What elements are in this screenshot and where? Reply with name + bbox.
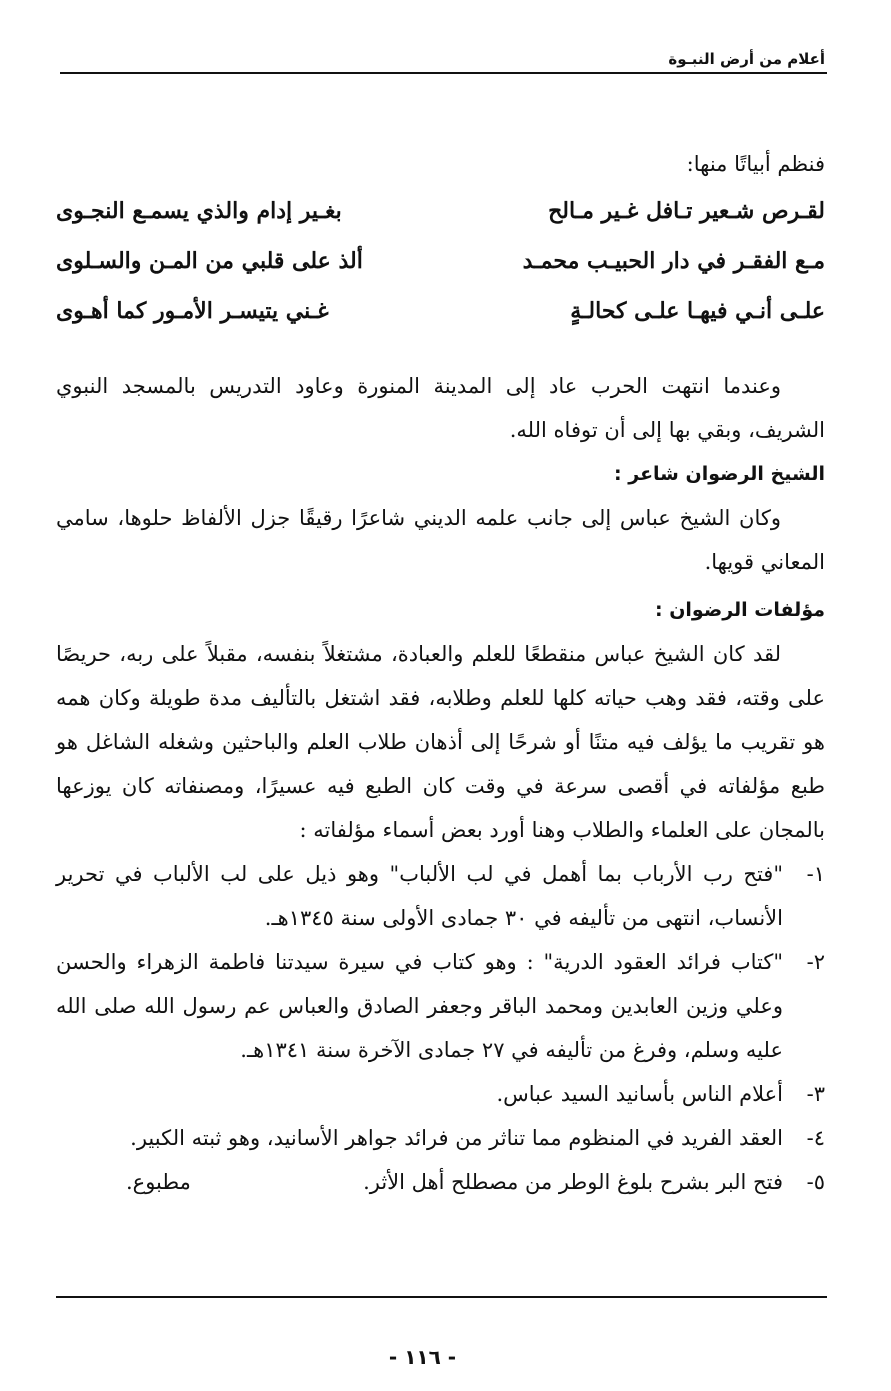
- paragraph-return-to-medina: وعندما انتهت الحرب عاد إلى المدينة المنورة وعاود التدريس بالمسجد النبوي الشريف، وبقي بها إلى أن توفاه الله.: [56, 374, 825, 442]
- verse-second-hemistich: ألذ على قلبي من المـن والسـلوى: [56, 248, 363, 274]
- verse-second-hemistich: غـني يتيسـر الأمـور كما أهـوى: [56, 298, 329, 324]
- list-item: [56, 1160, 825, 1204]
- list-item-number: ١-: [806, 862, 825, 886]
- paragraph-poet: وكان الشيخ عباس إلى جانب علمه الديني شاعرًا رقيقًا جزل الألفاظ حلوها، سامي المعاني قويها.: [56, 506, 825, 574]
- section-heading-poet: الشيخ الرضوان شاعر :: [614, 463, 825, 485]
- poem: [56, 186, 825, 336]
- works-list: [56, 852, 825, 1204]
- poem-intro: فنظم أبياتًا منها:: [686, 152, 825, 176]
- list-item: [56, 852, 825, 940]
- verse-first-hemistich: لقـرص شـعير تـافل غـير مـالح: [548, 198, 825, 224]
- poem-verse: [56, 236, 825, 286]
- list-item-text: "كتاب فرائد العقود الدرية" : وهو كتاب في سيرة سيدتنا فاطمة الزهراء والحسن وعلي وزين العابدين ومحمد الباقر وجعفر الصادق والعباس عم رسول الله صلى الله عليه وسلم، وفرغ من تأليفه في ٢٧ جمادى الآخرة سنة ١٣٤١هـ.: [56, 950, 783, 1062]
- list-item: [56, 1116, 825, 1160]
- list-item-text: "فتح رب الأرباب بما أهمل في لب الألباب" وهو ذيل على لب الألباب في تحرير الأنساب، انتهى من تأليفه في ٣٠ جمادى الأولى سنة ١٣٤٥هـ.: [56, 862, 783, 930]
- list-item-number: ٣-: [806, 1082, 825, 1106]
- verse-first-hemistich: علـى أنـي فيهـا علـى كحالـةٍ: [570, 298, 825, 324]
- verse-second-hemistich: بغـير إدام والذي يسمـع النجـوى: [56, 198, 342, 224]
- list-item: [56, 1072, 825, 1116]
- paragraph-works: لقد كان الشيخ عباس منقطعًا للعلم والعبادة، مشتغلاً بنفسه، مقبلاً على ربه، حريصًا على وقته، فقد وهب حياته كلها للعلم وطلابه، فقد اشتغل بالتأليف مدة طويلة وكان همه هو تقريب ما يؤلف فيه متنًا أو شرحًا إلى أذهان طلاب العلم والباحثين وشغله الشاغل هو طبع مؤلفاته في أقصى سرعة في وقت كان الطبع فيه عسيرًا، ومصنفاته كان يوزعها بالمجان على العلماء والطلاب وهنا أورد بعض أسماء مؤلفاته :: [56, 642, 825, 842]
- list-item-note: مطبوع.: [126, 1170, 191, 1194]
- poem-verse: [56, 286, 825, 336]
- list-item-text: فتح البر بشرح بلوغ الوطر من مصطلح أهل الأثر.: [363, 1170, 783, 1194]
- running-title: أعلام من أرض النبـوة: [668, 50, 825, 68]
- list-item-number: ٤-: [806, 1126, 825, 1150]
- list-item-text: العقد الفريد في المنظوم مما تناثر من فرائد جواهر الأسانيد، وهو ثبته الكبير.: [130, 1126, 783, 1150]
- list-item-number: ٢-: [806, 950, 825, 974]
- verse-first-hemistich: مـع الفقـر في دار الحبيـب محمـد: [522, 248, 825, 274]
- header-rule: [60, 72, 827, 74]
- poem-verse: [56, 186, 825, 236]
- footer-rule: [56, 1296, 827, 1298]
- page-body: [56, 142, 825, 1204]
- list-item-number: ٥-: [806, 1170, 825, 1194]
- section-heading-works: مؤلفات الرضوان :: [654, 599, 825, 621]
- list-item: [56, 940, 825, 1072]
- page-number: - ١١٦ -: [388, 1345, 457, 1369]
- list-item-text: أعلام الناس بأسانيد السيد عباس.: [496, 1082, 783, 1106]
